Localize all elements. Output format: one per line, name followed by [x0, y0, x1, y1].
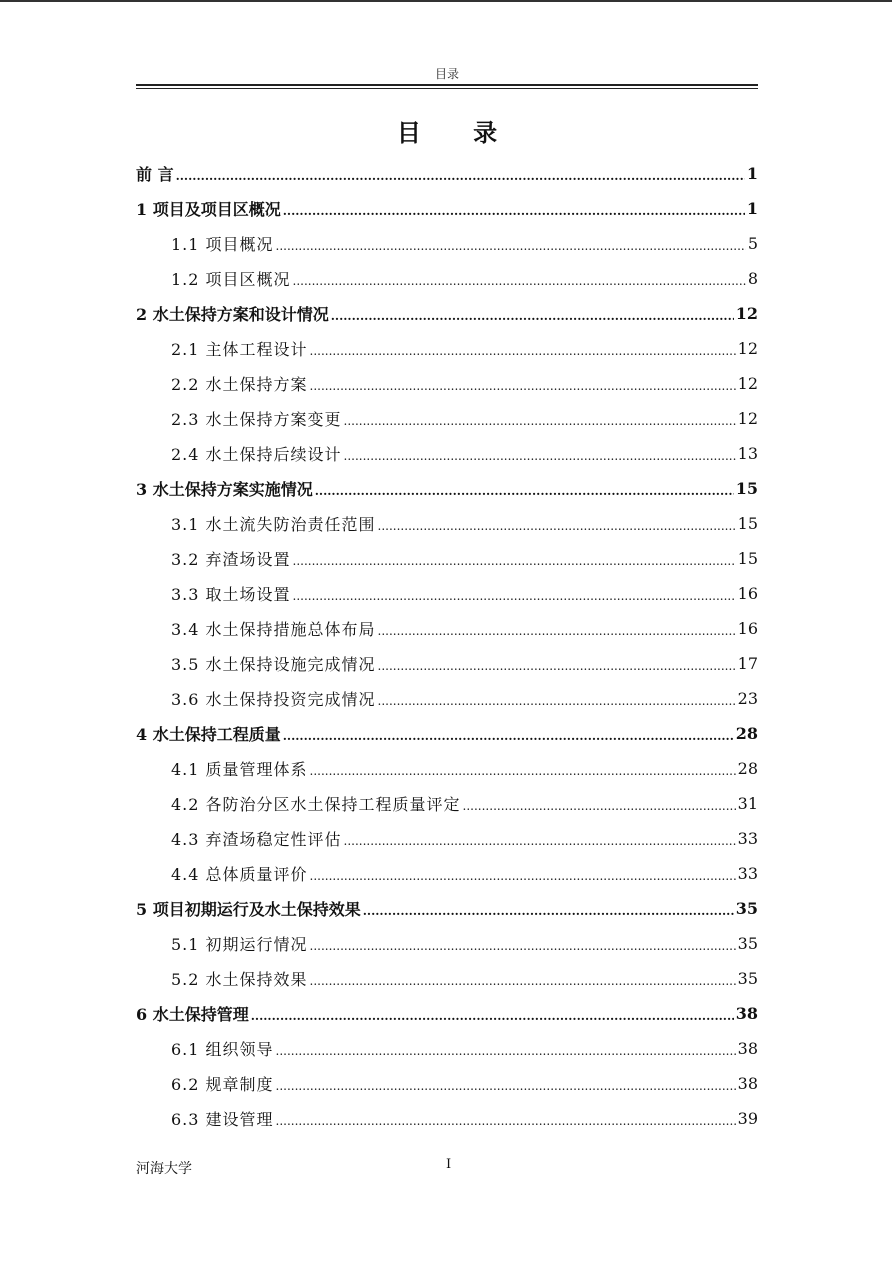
- toc-entry-page: 31: [737, 794, 758, 813]
- toc-entry[interactable]: [136, 471, 758, 506]
- toc-entry-page: 1: [746, 164, 758, 183]
- toc-entry-page: 5: [747, 234, 758, 253]
- toc-entry-page: 15: [737, 514, 758, 533]
- toc-dot-leader: [378, 518, 736, 534]
- toc-entry-page: 33: [737, 864, 758, 883]
- toc-entry-page: 12: [735, 304, 758, 323]
- toc-dot-leader: [363, 903, 734, 919]
- toc-dot-leader: [310, 378, 736, 394]
- toc-entry-title: 2.4 水土保持后续设计: [171, 445, 342, 464]
- toc-entry-page: 35: [737, 934, 758, 953]
- toc-entry[interactable]: [136, 961, 758, 996]
- header-rule-thin: [136, 88, 758, 89]
- toc-dot-leader: [293, 553, 736, 569]
- toc-dot-leader: [283, 728, 734, 744]
- toc-dot-leader: [378, 693, 736, 709]
- toc-entry-page: 28: [737, 759, 758, 778]
- toc-entry[interactable]: [136, 576, 758, 611]
- toc-entry[interactable]: [136, 611, 758, 646]
- toc-dot-leader: [378, 623, 736, 639]
- header-rule-thick: [136, 84, 758, 86]
- toc-entry[interactable]: [136, 926, 758, 961]
- toc-entry[interactable]: [136, 226, 758, 261]
- toc-entry-title: 6 水土保持管理: [136, 1005, 249, 1024]
- toc-entry-page: 28: [735, 724, 758, 743]
- toc-entry[interactable]: [136, 156, 758, 191]
- toc-entry[interactable]: [136, 716, 758, 751]
- toc-dot-leader: [293, 273, 746, 289]
- toc-entry[interactable]: [136, 541, 758, 576]
- toc-entry-page: 38: [737, 1039, 758, 1058]
- toc-entry-title: 前 言: [136, 165, 174, 184]
- toc-entry[interactable]: [136, 506, 758, 541]
- toc-entry-page: 15: [737, 549, 758, 568]
- toc-entry-page: 17: [737, 654, 758, 673]
- toc-dot-leader: [276, 238, 746, 254]
- toc-dot-leader: [463, 798, 736, 814]
- toc-entry-title: 3.2 弃渣场设置: [171, 550, 291, 569]
- toc-dot-leader: [283, 203, 745, 219]
- toc-dot-leader: [378, 658, 736, 674]
- toc-dot-leader: [276, 1043, 736, 1059]
- toc-dot-leader: [276, 1078, 736, 1094]
- toc-dot-leader: [310, 868, 736, 884]
- toc-dot-leader: [251, 1008, 734, 1024]
- toc-entry-title: 3.3 取土场设置: [171, 585, 291, 604]
- toc-entry-title: 3 水土保持方案实施情况: [136, 480, 313, 499]
- toc-entry-title: 3.1 水土流失防治责任范围: [171, 515, 376, 534]
- toc-entry-title: 2.1 主体工程设计: [171, 340, 308, 359]
- toc-entry[interactable]: [136, 751, 758, 786]
- toc-entry-title: 3.5 水土保持设施完成情况: [171, 655, 376, 674]
- table-of-contents: [136, 156, 758, 1136]
- toc-entry-page: 16: [737, 584, 758, 603]
- running-header-title: 目录: [434, 67, 459, 81]
- footer-page-number: I: [446, 1157, 452, 1172]
- toc-entry-page: 35: [737, 969, 758, 988]
- toc-entry-page: 12: [737, 409, 758, 428]
- toc-entry-title: 6.1 组织领导: [171, 1040, 274, 1059]
- toc-entry[interactable]: [136, 191, 758, 226]
- toc-entry-page: 35: [735, 899, 758, 918]
- toc-entry-title: 1.2 项目区概况: [171, 270, 291, 289]
- toc-entry-title: 4.1 质量管理体系: [171, 760, 308, 779]
- page-top-border: [0, 0, 892, 2]
- toc-dot-leader: [331, 308, 734, 324]
- toc-entry[interactable]: [136, 1031, 758, 1066]
- toc-entry-page: 38: [735, 1004, 758, 1023]
- toc-entry-page: 12: [737, 374, 758, 393]
- toc-entry[interactable]: [136, 296, 758, 331]
- toc-entry-page: 23: [737, 689, 758, 708]
- toc-entry[interactable]: [136, 996, 758, 1031]
- toc-dot-leader: [344, 448, 736, 464]
- toc-entry-page: 33: [737, 829, 758, 848]
- toc-dot-leader: [176, 168, 745, 184]
- toc-entry-title: 2 水土保持方案和设计情况: [136, 305, 329, 324]
- toc-entry-page: 8: [747, 269, 758, 288]
- toc-entry-title: 4.2 各防治分区水土保持工程质量评定: [171, 795, 461, 814]
- toc-entry-page: 39: [737, 1109, 758, 1128]
- toc-entry[interactable]: [136, 821, 758, 856]
- toc-entry-title: 4.4 总体质量评价: [171, 865, 308, 884]
- toc-entry-title: 3.6 水土保持投资完成情况: [171, 690, 376, 709]
- footer-institution: 河海大学: [136, 1161, 192, 1177]
- toc-entry-page: 12: [737, 339, 758, 358]
- toc-entry-title: 1 项目及项目区概况: [136, 200, 281, 219]
- toc-entry-title: 5.2 水土保持效果: [171, 970, 308, 989]
- toc-dot-leader: [310, 938, 736, 954]
- toc-entry[interactable]: [136, 261, 758, 296]
- toc-dot-leader: [344, 833, 736, 849]
- toc-entry[interactable]: [136, 786, 758, 821]
- toc-entry[interactable]: [136, 681, 758, 716]
- toc-entry-page: 38: [737, 1074, 758, 1093]
- toc-entry-title: 6.2 规章制度: [171, 1075, 274, 1094]
- toc-entry[interactable]: [136, 436, 758, 471]
- toc-entry-title: 6.3 建设管理: [171, 1110, 274, 1129]
- toc-dot-leader: [344, 413, 736, 429]
- toc-dot-leader: [293, 588, 736, 604]
- toc-entry[interactable]: [136, 366, 758, 401]
- toc-entry[interactable]: [136, 1066, 758, 1101]
- toc-entry[interactable]: [136, 856, 758, 891]
- toc-dot-leader: [276, 1113, 736, 1129]
- toc-entry-title: 2.2 水土保持方案: [171, 375, 308, 394]
- toc-entry-title: 4 水土保持工程质量: [136, 725, 281, 744]
- toc-dot-leader: [315, 483, 734, 499]
- toc-entry-page: 1: [746, 199, 758, 218]
- toc-dot-leader: [310, 343, 736, 359]
- toc-entry-title: 3.4 水土保持措施总体布局: [171, 620, 376, 639]
- toc-dot-leader: [310, 973, 736, 989]
- toc-entry[interactable]: [136, 401, 758, 436]
- toc-entry-page: 15: [735, 479, 758, 498]
- toc-entry-page: 16: [737, 619, 758, 638]
- toc-entry[interactable]: [136, 331, 758, 366]
- toc-entry-title: 4.3 弃渣场稳定性评估: [171, 830, 342, 849]
- toc-entry-title: 5.1 初期运行情况: [171, 935, 308, 954]
- toc-entry-title: 1.1 项目概况: [171, 235, 274, 254]
- toc-entry[interactable]: [136, 1101, 758, 1136]
- toc-entry[interactable]: [136, 891, 758, 926]
- toc-entry-title: 2.3 水土保持方案变更: [171, 410, 342, 429]
- toc-heading: 目 录: [396, 118, 520, 147]
- toc-entry[interactable]: [136, 646, 758, 681]
- toc-entry-title: 5 项目初期运行及水土保持效果: [136, 900, 361, 919]
- toc-entry-page: 13: [737, 444, 758, 463]
- toc-dot-leader: [310, 763, 736, 779]
